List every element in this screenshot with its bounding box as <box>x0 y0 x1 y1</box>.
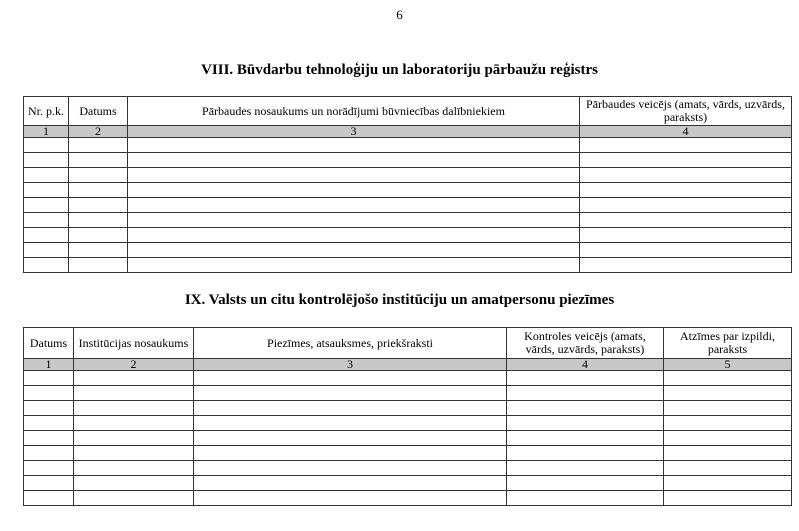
table-cell <box>194 476 507 491</box>
table-cell <box>74 371 194 386</box>
table-row <box>24 446 792 461</box>
table-cell <box>74 446 194 461</box>
table-cell <box>24 228 69 243</box>
table-row <box>24 198 792 213</box>
table-cell <box>507 416 664 431</box>
table-cell <box>664 416 792 431</box>
table-cell <box>194 431 507 446</box>
table-cell <box>664 371 792 386</box>
table-cell <box>580 153 792 168</box>
table-cell <box>194 386 507 401</box>
table-cell <box>24 168 69 183</box>
table-cell <box>24 401 74 416</box>
header-cell-date: Datums <box>69 97 128 126</box>
table-cell <box>69 228 128 243</box>
table-cell <box>128 168 580 183</box>
column-number-row <box>24 126 792 138</box>
header-cell-remarks: Piezīmes, atsauksmes, priekšraksti <box>194 328 507 359</box>
table-cell <box>24 476 74 491</box>
table-cell <box>194 446 507 461</box>
header-cell-controller: Kontroles veicējs (amats, vārds, uzvārds, paraksts) <box>507 328 664 359</box>
table-cell <box>128 138 580 153</box>
table-cell <box>580 138 792 153</box>
table-cell <box>128 243 580 258</box>
table-cell <box>507 386 664 401</box>
table-cell <box>74 401 194 416</box>
table-cell <box>664 431 792 446</box>
table-row <box>24 476 792 491</box>
column-number: 4 <box>580 126 792 138</box>
table-cell <box>664 461 792 476</box>
table-cell <box>24 491 74 506</box>
header-cell-nr: Nr. p.k. <box>24 97 69 126</box>
table-cell <box>24 371 74 386</box>
table-cell <box>24 213 69 228</box>
table-row <box>24 258 792 273</box>
table-cell <box>69 213 128 228</box>
table-cell <box>580 258 792 273</box>
table-cell <box>580 228 792 243</box>
table-cell <box>664 476 792 491</box>
header-row <box>24 97 792 126</box>
register-table-9 <box>23 327 792 506</box>
table-cell <box>128 153 580 168</box>
table-cell <box>128 198 580 213</box>
table-row <box>24 153 792 168</box>
column-number: 4 <box>507 359 664 371</box>
table-cell <box>74 476 194 491</box>
register-table-8 <box>23 96 792 273</box>
table-cell <box>507 476 664 491</box>
column-number: 3 <box>128 126 580 138</box>
table-cell <box>664 401 792 416</box>
table-cell <box>24 258 69 273</box>
table-cell <box>507 446 664 461</box>
header-cell-date: Datums <box>24 328 74 359</box>
section-8-title: VIII. Būvdarbu tehnoloģiju un laboratoriju pārbaužu reģistrs <box>201 62 598 78</box>
table-cell <box>128 183 580 198</box>
page-number: 6 <box>396 7 403 22</box>
table-row <box>24 401 792 416</box>
table-cell <box>507 431 664 446</box>
header-cell-inspector: Pārbaudes veicējs (amats, vārds, uzvārds, paraksts) <box>580 97 792 126</box>
table-cell <box>128 258 580 273</box>
table-cell <box>128 228 580 243</box>
table-row <box>24 431 792 446</box>
column-number: 5 <box>664 359 792 371</box>
header-cell-fulfillment: Atzīmes par izpildi, paraksts <box>664 328 792 359</box>
table-cell <box>507 371 664 386</box>
table-cell <box>24 198 69 213</box>
header-row <box>24 328 792 359</box>
table-cell <box>194 461 507 476</box>
table-cell <box>74 386 194 401</box>
table-cell <box>194 401 507 416</box>
table-cell <box>24 446 74 461</box>
table-cell <box>128 213 580 228</box>
table-cell <box>24 416 74 431</box>
section-9-title: IX. Valsts un citu kontrolējošo institūciju un amatpersonu piezīmes <box>184 292 615 308</box>
table-row <box>24 168 792 183</box>
table-cell <box>74 461 194 476</box>
table-cell <box>664 491 792 506</box>
table-cell <box>194 371 507 386</box>
table-cell <box>580 198 792 213</box>
table-row <box>24 461 792 476</box>
table-cell <box>24 386 74 401</box>
table-cell <box>24 138 69 153</box>
header-cell-institution: Institūcijas nosaukums <box>74 328 194 359</box>
column-number-row <box>24 359 792 371</box>
table-cell <box>507 461 664 476</box>
table-cell <box>664 386 792 401</box>
column-number: 2 <box>69 126 128 138</box>
table-cell <box>69 258 128 273</box>
table-row <box>24 416 792 431</box>
table-cell <box>580 213 792 228</box>
table-row <box>24 183 792 198</box>
table-cell <box>24 153 69 168</box>
table-cell <box>74 491 194 506</box>
column-number: 1 <box>24 359 74 371</box>
column-number: 2 <box>74 359 194 371</box>
column-number: 3 <box>194 359 507 371</box>
table-cell <box>74 431 194 446</box>
table-cell <box>69 153 128 168</box>
table-row <box>24 138 792 153</box>
column-number: 1 <box>24 126 69 138</box>
header-cell-test-name: Pārbaudes nosaukums un norādījumi būvniecības dalībniekiem <box>128 97 580 126</box>
table-row <box>24 228 792 243</box>
table-cell <box>580 168 792 183</box>
table-cell <box>74 416 194 431</box>
table-cell <box>24 431 74 446</box>
table-row <box>24 371 792 386</box>
table-cell <box>580 243 792 258</box>
table-cell <box>69 243 128 258</box>
table-row <box>24 386 792 401</box>
table-cell <box>69 183 128 198</box>
table-cell <box>24 183 69 198</box>
table-cell <box>507 401 664 416</box>
table-row <box>24 491 792 506</box>
table-row <box>24 243 792 258</box>
table-row <box>24 213 792 228</box>
table-cell <box>69 138 128 153</box>
table-cell <box>24 461 74 476</box>
table-cell <box>69 168 128 183</box>
table-cell <box>194 416 507 431</box>
table-cell <box>69 198 128 213</box>
table-cell <box>507 491 664 506</box>
table-cell <box>194 491 507 506</box>
table-cell <box>664 446 792 461</box>
table-cell <box>24 243 69 258</box>
table-cell <box>580 183 792 198</box>
